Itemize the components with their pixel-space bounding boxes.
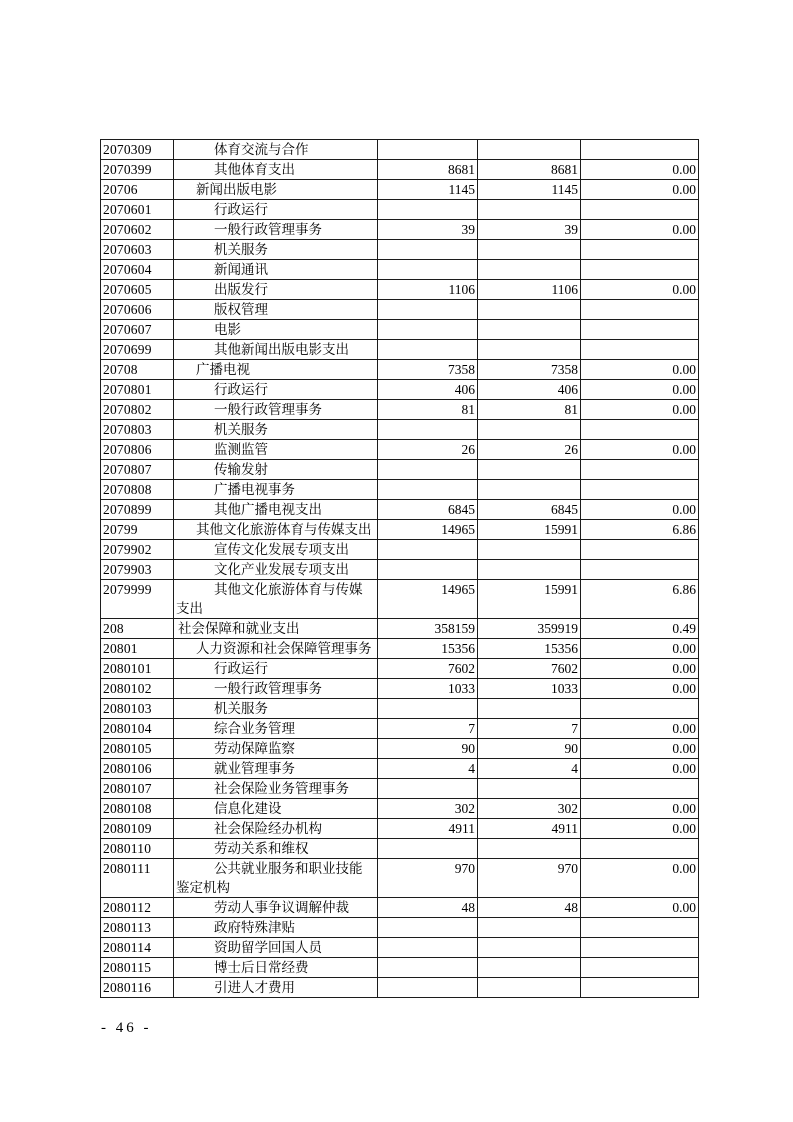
table-row [101, 440, 699, 460]
code-cell: 20801 [101, 639, 174, 659]
value-cell-adjusted [478, 320, 581, 340]
value-cell-budget: 15356 [378, 639, 478, 659]
value-cell-budget [378, 779, 478, 799]
table-row [101, 739, 699, 759]
value-cell-rate [581, 560, 699, 580]
value-cell-rate: 0.00 [581, 898, 699, 918]
name-cell: 博士后日常经费 [174, 958, 378, 978]
value-cell-rate [581, 320, 699, 340]
table-row [101, 560, 699, 580]
name-cell: 社会保险业务管理事务 [174, 779, 378, 799]
name-cell: 机关服务 [174, 699, 378, 719]
value-cell-adjusted: 81 [478, 400, 581, 420]
code-cell: 2080107 [101, 779, 174, 799]
value-cell-rate [581, 779, 699, 799]
name-cell: 版权管理 [174, 300, 378, 320]
name-cell: 广播电视事务 [174, 480, 378, 500]
code-cell: 2080113 [101, 918, 174, 938]
name-cell: 新闻通讯 [174, 260, 378, 280]
value-cell-rate: 0.00 [581, 739, 699, 759]
value-cell-budget [378, 699, 478, 719]
code-cell: 2070699 [101, 340, 174, 360]
code-cell: 2079902 [101, 540, 174, 560]
value-cell-adjusted: 39 [478, 220, 581, 240]
code-cell: 2080115 [101, 958, 174, 978]
code-cell: 2080103 [101, 699, 174, 719]
value-cell-adjusted [478, 480, 581, 500]
value-cell-budget: 8681 [378, 160, 478, 180]
value-cell-budget: 14965 [378, 520, 478, 540]
value-cell-rate: 0.00 [581, 639, 699, 659]
table-row [101, 759, 699, 779]
value-cell-budget: 7602 [378, 659, 478, 679]
code-cell: 20799 [101, 520, 174, 540]
code-cell: 2070603 [101, 240, 174, 260]
value-cell-adjusted [478, 978, 581, 998]
table-row [101, 580, 699, 619]
value-cell-adjusted: 7 [478, 719, 581, 739]
name-cell: 社会保障和就业支出 [174, 619, 378, 639]
table-row [101, 799, 699, 819]
value-cell-rate [581, 699, 699, 719]
code-cell: 2080112 [101, 898, 174, 918]
code-cell: 2070606 [101, 300, 174, 320]
value-cell-rate: 0.00 [581, 799, 699, 819]
table-row [101, 280, 699, 300]
name-cell: 新闻出版电影 [174, 180, 378, 200]
value-cell-rate [581, 420, 699, 440]
table-row [101, 480, 699, 500]
table-row [101, 819, 699, 839]
value-cell-rate: 0.00 [581, 400, 699, 420]
value-cell-adjusted [478, 699, 581, 719]
code-cell: 20708 [101, 360, 174, 380]
code-cell: 2080106 [101, 759, 174, 779]
code-cell: 2079903 [101, 560, 174, 580]
value-cell-adjusted: 1106 [478, 280, 581, 300]
table-row [101, 619, 699, 639]
value-cell-adjusted: 7602 [478, 659, 581, 679]
table-row [101, 400, 699, 420]
value-cell-rate: 0.00 [581, 280, 699, 300]
value-cell-budget: 1033 [378, 679, 478, 699]
table-row [101, 719, 699, 739]
value-cell-adjusted [478, 420, 581, 440]
value-cell-adjusted: 48 [478, 898, 581, 918]
value-cell-adjusted: 15356 [478, 639, 581, 659]
code-cell: 2070808 [101, 480, 174, 500]
value-cell-rate: 0.00 [581, 220, 699, 240]
table-row [101, 779, 699, 799]
value-cell-budget: 1145 [378, 180, 478, 200]
table-row [101, 540, 699, 560]
code-cell: 2070806 [101, 440, 174, 460]
value-cell-budget: 7358 [378, 360, 478, 380]
code-cell: 2070803 [101, 420, 174, 440]
table-row [101, 360, 699, 380]
name-cell: 行政运行 [174, 380, 378, 400]
value-cell-rate [581, 200, 699, 220]
name-cell: 资助留学回国人员 [174, 938, 378, 958]
value-cell-rate [581, 300, 699, 320]
value-cell-budget: 6845 [378, 500, 478, 520]
value-cell-adjusted [478, 240, 581, 260]
value-cell-adjusted [478, 958, 581, 978]
value-cell-budget [378, 480, 478, 500]
name-cell: 文化产业发展专项支出 [174, 560, 378, 580]
value-cell-rate: 6.86 [581, 580, 699, 619]
name-cell: 就业管理事务 [174, 759, 378, 779]
code-cell: 2070607 [101, 320, 174, 340]
code-cell: 2080110 [101, 839, 174, 859]
name-cell: 公共就业服务和职业技能鉴定机构 [174, 859, 378, 898]
value-cell-adjusted [478, 200, 581, 220]
table-row [101, 898, 699, 918]
code-cell: 2080101 [101, 659, 174, 679]
value-cell-adjusted: 4911 [478, 819, 581, 839]
value-cell-budget [378, 140, 478, 160]
name-cell: 监测监管 [174, 440, 378, 460]
value-cell-budget [378, 240, 478, 260]
code-cell: 2080105 [101, 739, 174, 759]
table-row [101, 140, 699, 160]
name-cell: 政府特殊津贴 [174, 918, 378, 938]
value-cell-budget: 7 [378, 719, 478, 739]
table-row [101, 240, 699, 260]
code-cell: 2070602 [101, 220, 174, 240]
code-cell: 208 [101, 619, 174, 639]
value-cell-rate: 0.00 [581, 659, 699, 679]
name-cell: 传输发射 [174, 460, 378, 480]
value-cell-adjusted [478, 260, 581, 280]
table-row [101, 659, 699, 679]
table-row [101, 639, 699, 659]
table-row [101, 839, 699, 859]
value-cell-rate: 0.00 [581, 759, 699, 779]
value-cell-budget [378, 340, 478, 360]
value-cell-rate: 6.86 [581, 520, 699, 540]
value-cell-adjusted [478, 140, 581, 160]
value-cell-adjusted: 406 [478, 380, 581, 400]
value-cell-adjusted: 1033 [478, 679, 581, 699]
value-cell-rate: 0.00 [581, 380, 699, 400]
name-cell: 广播电视 [174, 360, 378, 380]
name-cell: 体育交流与合作 [174, 140, 378, 160]
value-cell-adjusted: 26 [478, 440, 581, 460]
value-cell-budget: 406 [378, 380, 478, 400]
value-cell-adjusted: 90 [478, 739, 581, 759]
value-cell-budget [378, 200, 478, 220]
code-cell: 2070802 [101, 400, 174, 420]
value-cell-rate: 0.00 [581, 719, 699, 739]
table-row [101, 460, 699, 480]
name-cell: 出版发行 [174, 280, 378, 300]
budget-table [100, 139, 699, 998]
value-cell-rate [581, 958, 699, 978]
name-cell: 行政运行 [174, 200, 378, 220]
value-cell-rate [581, 978, 699, 998]
value-cell-adjusted [478, 560, 581, 580]
value-cell-adjusted [478, 839, 581, 859]
value-cell-budget [378, 839, 478, 859]
name-cell: 一般行政管理事务 [174, 679, 378, 699]
value-cell-rate [581, 480, 699, 500]
table-row [101, 180, 699, 200]
value-cell-adjusted [478, 938, 581, 958]
table-row [101, 699, 699, 719]
value-cell-adjusted: 302 [478, 799, 581, 819]
value-cell-budget [378, 540, 478, 560]
value-cell-budget: 90 [378, 739, 478, 759]
value-cell-rate: 0.00 [581, 819, 699, 839]
value-cell-budget [378, 918, 478, 938]
value-cell-adjusted: 6845 [478, 500, 581, 520]
name-cell: 社会保险经办机构 [174, 819, 378, 839]
table-row [101, 918, 699, 938]
value-cell-budget: 39 [378, 220, 478, 240]
value-cell-budget: 970 [378, 859, 478, 898]
value-cell-rate [581, 918, 699, 938]
code-cell: 2070899 [101, 500, 174, 520]
value-cell-adjusted [478, 340, 581, 360]
value-cell-adjusted: 7358 [478, 360, 581, 380]
code-cell: 2080104 [101, 719, 174, 739]
name-cell: 一般行政管理事务 [174, 400, 378, 420]
value-cell-rate [581, 260, 699, 280]
name-cell: 一般行政管理事务 [174, 220, 378, 240]
value-cell-rate [581, 839, 699, 859]
code-cell: 2080116 [101, 978, 174, 998]
table-row [101, 520, 699, 540]
name-cell: 电影 [174, 320, 378, 340]
name-cell: 引进人才费用 [174, 978, 378, 998]
value-cell-budget: 4911 [378, 819, 478, 839]
table-row [101, 500, 699, 520]
table-row [101, 420, 699, 440]
value-cell-rate: 0.00 [581, 360, 699, 380]
value-cell-adjusted: 8681 [478, 160, 581, 180]
value-cell-rate [581, 240, 699, 260]
code-cell: 2070604 [101, 260, 174, 280]
value-cell-budget: 4 [378, 759, 478, 779]
value-cell-rate: 0.00 [581, 180, 699, 200]
name-cell: 其他新闻出版电影支出 [174, 340, 378, 360]
name-cell: 机关服务 [174, 240, 378, 260]
value-cell-budget: 302 [378, 799, 478, 819]
value-cell-budget [378, 460, 478, 480]
value-cell-rate [581, 540, 699, 560]
value-cell-adjusted: 4 [478, 759, 581, 779]
table-row [101, 938, 699, 958]
value-cell-adjusted [478, 779, 581, 799]
table-row [101, 160, 699, 180]
value-cell-rate [581, 938, 699, 958]
code-cell: 2070399 [101, 160, 174, 180]
table-row [101, 679, 699, 699]
page-number: - 46 - [101, 1020, 152, 1036]
value-cell-rate [581, 460, 699, 480]
code-cell: 2070309 [101, 140, 174, 160]
value-cell-budget [378, 938, 478, 958]
value-cell-budget: 26 [378, 440, 478, 460]
value-cell-adjusted: 359919 [478, 619, 581, 639]
code-cell: 2070801 [101, 380, 174, 400]
name-cell: 其他文化旅游体育与传媒支出 [174, 580, 378, 619]
value-cell-budget: 1106 [378, 280, 478, 300]
name-cell: 行政运行 [174, 659, 378, 679]
value-cell-budget [378, 300, 478, 320]
value-cell-budget: 81 [378, 400, 478, 420]
value-cell-rate: 0.49 [581, 619, 699, 639]
code-cell: 2080111 [101, 859, 174, 898]
code-cell: 2080109 [101, 819, 174, 839]
value-cell-adjusted [478, 540, 581, 560]
value-cell-adjusted: 15991 [478, 520, 581, 540]
value-cell-rate: 0.00 [581, 500, 699, 520]
table-row [101, 220, 699, 240]
table-row [101, 978, 699, 998]
name-cell: 劳动人事争议调解仲裁 [174, 898, 378, 918]
code-cell: 2079999 [101, 580, 174, 619]
table-row [101, 859, 699, 898]
value-cell-budget: 48 [378, 898, 478, 918]
value-cell-budget [378, 260, 478, 280]
table-row [101, 380, 699, 400]
value-cell-adjusted [478, 918, 581, 938]
name-cell: 其他文化旅游体育与传媒支出 [174, 520, 378, 540]
value-cell-budget [378, 420, 478, 440]
table-row [101, 300, 699, 320]
table-row [101, 260, 699, 280]
value-cell-rate: 0.00 [581, 679, 699, 699]
value-cell-adjusted: 1145 [478, 180, 581, 200]
value-cell-budget: 358159 [378, 619, 478, 639]
name-cell: 劳动保障监察 [174, 739, 378, 759]
value-cell-adjusted [478, 460, 581, 480]
code-cell: 2070605 [101, 280, 174, 300]
name-cell: 人力资源和社会保障管理事务 [174, 639, 378, 659]
value-cell-budget [378, 978, 478, 998]
name-cell: 综合业务管理 [174, 719, 378, 739]
name-cell: 劳动关系和维权 [174, 839, 378, 859]
name-cell: 其他广播电视支出 [174, 500, 378, 520]
value-cell-adjusted: 970 [478, 859, 581, 898]
value-cell-rate: 0.00 [581, 440, 699, 460]
value-cell-budget [378, 560, 478, 580]
code-cell: 2080108 [101, 799, 174, 819]
name-cell: 宣传文化发展专项支出 [174, 540, 378, 560]
value-cell-budget [378, 958, 478, 978]
name-cell: 其他体育支出 [174, 160, 378, 180]
value-cell-rate: 0.00 [581, 859, 699, 898]
value-cell-budget [378, 320, 478, 340]
table-row [101, 340, 699, 360]
table-row [101, 200, 699, 220]
name-cell: 机关服务 [174, 420, 378, 440]
code-cell: 20706 [101, 180, 174, 200]
code-cell: 2080114 [101, 938, 174, 958]
value-cell-adjusted [478, 300, 581, 320]
value-cell-adjusted: 15991 [478, 580, 581, 619]
value-cell-budget: 14965 [378, 580, 478, 619]
name-cell: 信息化建设 [174, 799, 378, 819]
value-cell-rate [581, 140, 699, 160]
value-cell-rate [581, 340, 699, 360]
table-row [101, 320, 699, 340]
code-cell: 2070601 [101, 200, 174, 220]
value-cell-rate: 0.00 [581, 160, 699, 180]
code-cell: 2070807 [101, 460, 174, 480]
code-cell: 2080102 [101, 679, 174, 699]
table-row [101, 958, 699, 978]
